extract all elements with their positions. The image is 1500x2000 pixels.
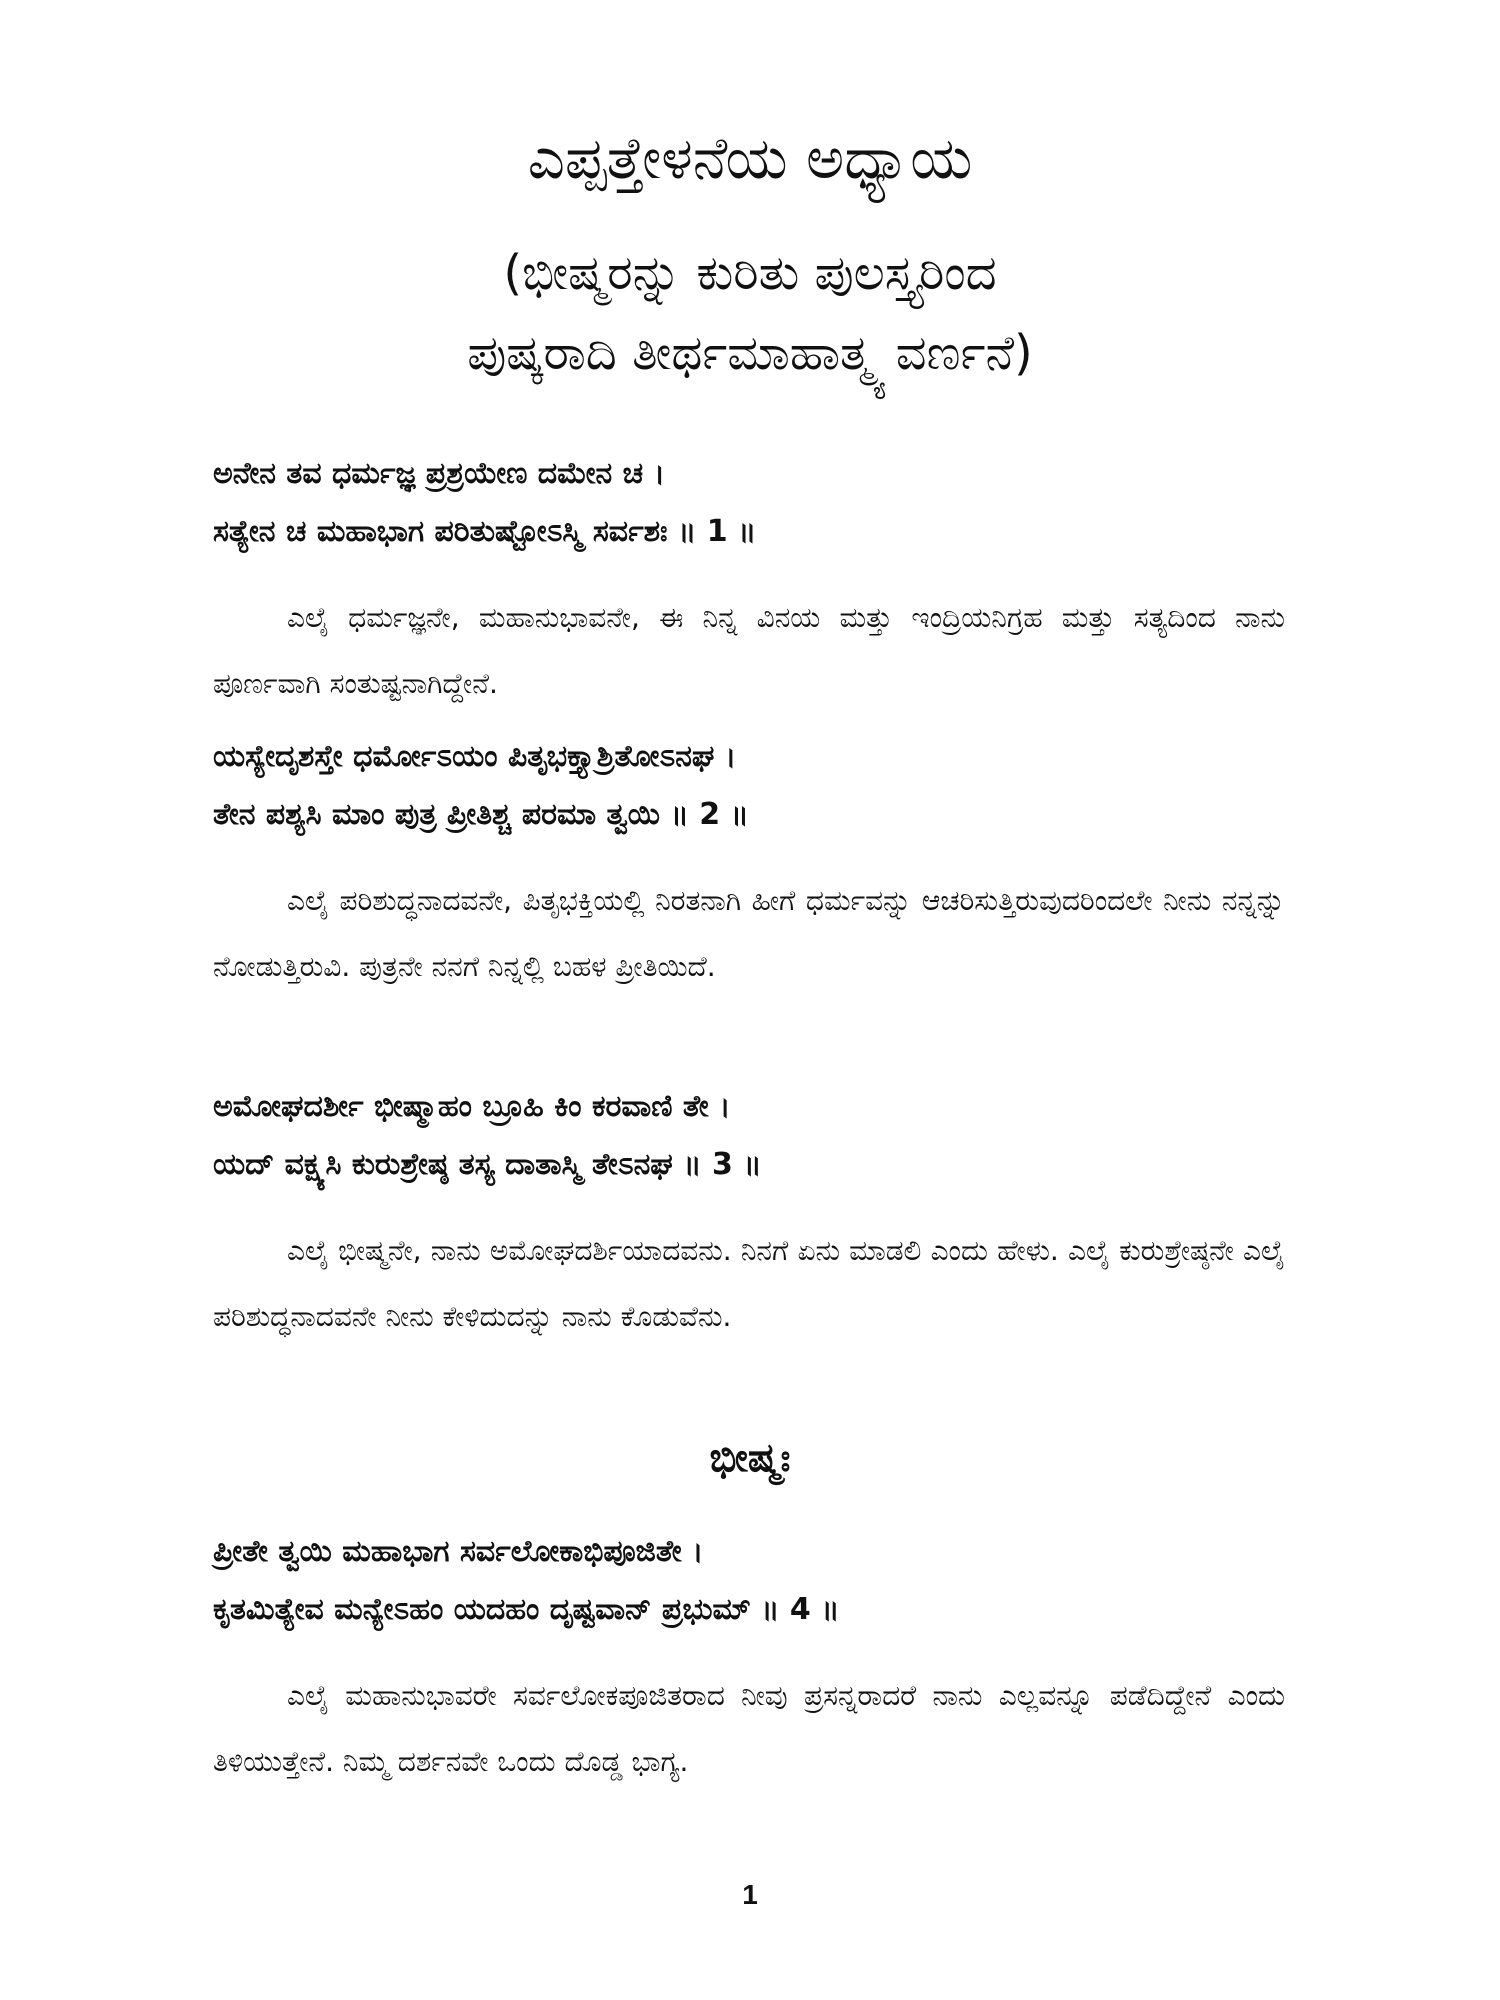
verse-2-line-2: ತೇನ ಪಶ್ಯಸಿ ಮಾಂ ಪುತ್ರ ಪ್ರೀತಿಶ್ಚ ಪರಮಾ ತ್ವಯಿ ॥ 2 ॥	[213, 797, 749, 832]
prose-4: ಎಲೈ ಮಹಾನುಭಾವರೇ ಸರ್ವಲೋಕಪೂಜಿತರಾದ ನೀವು ಪ್ರಸನ್ನರಾದರೆ ನಾನು ಎಲ್ಲವನ್ನೂ ಪಡೆದಿದ್ದೇನೆ ಎಂದು ತಿಳಿಯುತ್ತೇನೆ. ನಿಮ್ಮ ದರ್ಶನವೇ ಒಂದು ದೊಡ್ಡ ಭಾಗ್ಯ.	[213, 1679, 1285, 1778]
verse-3-line-1: ಅಮೋಘದರ್ಶೀ ಭೀಷ್ಮಾಹಂ ಬ್ರೂಹಿ ಕಿಂ ಕರವಾಣಿ ತೇ ।	[213, 1089, 731, 1124]
verse-4-line-1: ಪ್ರೀತೇ ತ್ವಯಿ ಮಹಾಭಾಗ ಸರ್ವಲೋಕಾಭಿಪೂಜಿತೇ ।	[213, 1534, 704, 1569]
verse-4-line-2: ಕೃತಮಿತ್ಯೇವ ಮನ್ಯೇಽಹಂ ಯದಹಂ ದೃಷ್ಟವಾನ್ ಪ್ರಭುಮ್ ॥ 4 ॥	[213, 1592, 840, 1627]
chapter-subtitle-line-2: ಪುಷ್ಕರಾದಿ ತೀರ್ಥಮಾಹಾತ್ಮ್ಯ ವರ್ಣನೆ)	[467, 325, 1033, 381]
verse-2-line-1: ಯಸ್ಯೇದೃಶಸ್ತೇ ಧರ್ಮೋಽಯಂ ಪಿತೃಭಕ್ತ್ಯಾಶ್ರಿತೋಽನಘ ।	[213, 739, 737, 774]
verse-1-line-1: ಅನೇನ ತವ ಧರ್ಮಜ್ಞ ಪ್ರಶ್ರಯೇಣ ದಮೇನ ಚ ।	[213, 456, 666, 491]
chapter-subtitle-line-1: (ಭೀಷ್ಮರನ್ನು ಕುರಿತು ಪುಲಸ್ತ್ಯರಿಂದ	[503, 245, 997, 301]
prose-1: ಎಲೈ ಧರ್ಮಜ್ಞನೇ, ಮಹಾನುಭಾವನೇ, ಈ ನಿನ್ನ ವಿನಯ ಮತ್ತು ಇಂದ್ರಿಯನಿಗ್ರಹ ಮತ್ತು ಸತ್ಯದಿಂದ ನಾನು ಪೂರ್ಣವಾಗಿ ಸಂತುಷ್ಟನಾಗಿದ್ದೇನೆ.	[213, 601, 1285, 700]
verse-3-line-2: ಯದ್ ವಕ್ಷ್ಯಸಿ ಕುರುಶ್ರೇಷ್ಠ ತಸ್ಯ ದಾತಾಸ್ಮಿ ತೇಽನಘ ॥ 3 ॥	[213, 1147, 762, 1182]
page-number: 1	[742, 1879, 758, 1910]
verse-1-line-2: ಸತ್ಯೇನ ಚ ಮಹಾಭಾಗ ಪರಿತುಷ್ಟೋಽಸ್ಮಿ ಸರ್ವಶಃ ॥ 1 ॥	[213, 514, 757, 549]
speaker-heading: ಭೀಷ್ಮಃ	[709, 1435, 791, 1481]
chapter-title: ಎಪ್ಪತ್ತೇಳನೆಯ ಅಧ್ಯಾಯ	[527, 124, 973, 192]
prose-3: ಎಲೈ ಭೀಷ್ಮನೇ, ನಾನು ಅಮೋಘದರ್ಶಿಯಾದವನು. ನಿನಗೆ ಏನು ಮಾಡಲಿ ಎಂದು ಹೇಳು. ಎಲೈ ಕುರುಶ್ರೇಷ್ಠನೇ ಎಲೈ ಪರಿಶುದ್ಧನಾದವನೇ ನೀನು ಕೇಳಿದುದನ್ನು ನಾನು ಕೊಡುವೆನು.	[213, 1234, 1285, 1333]
prose-2: ಎಲೈ ಪರಿಶುದ್ಧನಾದವನೇ, ಪಿತೃಭಕ್ತಿಯಲ್ಲಿ ನಿರತನಾಗಿ ಹೀಗೆ ಧರ್ಮವನ್ನು ಆಚರಿಸುತ್ತಿರುವುದರಿಂದಲೇ ನೀನು ನನ್ನನ್ನು ನೋಡುತ್ತಿರುವಿ. ಪುತ್ರನೇ ನನಗೆ ನಿನ್ನಲ್ಲಿ ಬಹಳ ಪ್ರೀತಿಯಿದೆ.	[213, 884, 1285, 983]
